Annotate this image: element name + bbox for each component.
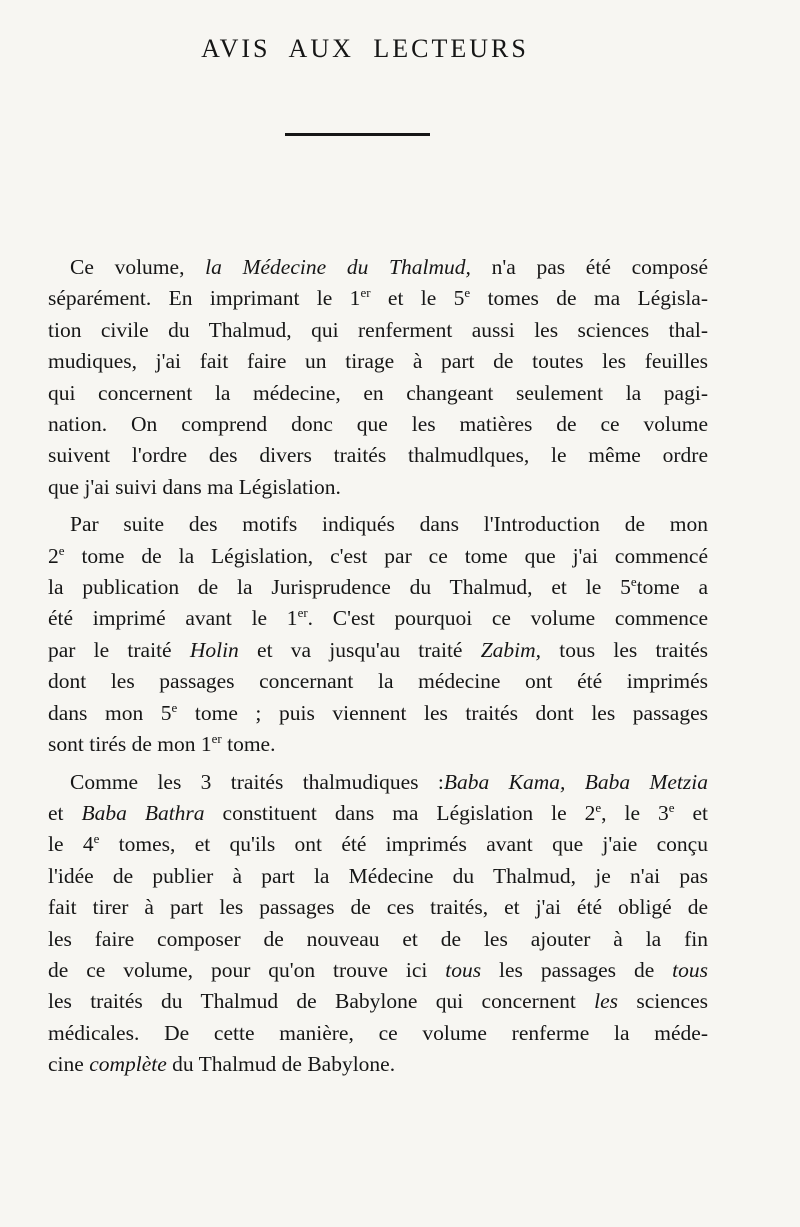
superscript: e [93,831,100,847]
text-segment: séparément. En imprimant le 1 [48,286,361,311]
text-segment: tomes de ma Législa- [470,286,708,311]
paragraph [48,767,708,1081]
text-segment: . C'est pourquoi ce volume commence [307,606,708,631]
italic-text: complète [89,1052,167,1077]
text-line [48,409,708,440]
paragraph [48,509,708,760]
text-segment: Ce volume, [70,255,206,279]
italic-text: les [594,989,619,1014]
text-line [48,440,708,471]
superscript: er [360,285,371,301]
text-segment: les passages de [481,957,673,982]
italic-text: Baba Kama, Baba Metzia [443,769,708,794]
text-line [48,283,708,314]
text-segment: n'a pas été composé [470,255,708,279]
page-title: AVIS AUX LECTEURS [201,34,529,63]
text-segment: dont les passages concernant la médecine ont été imprimés [48,669,708,694]
text-line [48,829,708,860]
text-segment: tome. [221,732,276,757]
text-line [48,892,708,923]
text-segment: tion civile du Thalmud, qui renferment aussi les sciences thal- [48,317,708,342]
superscript: e [58,542,65,558]
paragraph [48,252,708,503]
text-line [48,541,708,572]
text-segment: sont tirés de mon 1 [48,732,212,757]
text-line [48,767,708,798]
text-line [48,346,708,377]
text-line [48,861,708,892]
superscript: er [211,731,222,747]
superscript: e [464,285,471,301]
text-segment: la publication de la Jurisprudence du Thalmud, et le 5 [48,575,631,600]
italic-text: Holin [189,637,239,662]
text-segment: Par suite des motifs indiqués dans l'Introduction de mon [70,512,708,537]
text-segment: du Thalmud de Babylone. [166,1052,396,1077]
text-line [48,986,708,1017]
superscript: er [297,605,308,621]
text-segment: tome ; puis viennent les traités dont les passages [177,700,708,725]
superscript: e [630,574,637,590]
text-line [48,603,708,634]
superscript: e [595,799,602,815]
text-segment: été imprimé avant le 1 [48,606,298,631]
italic-text: tous [672,957,708,982]
title-rule [285,133,430,136]
text-line [48,698,708,729]
text-segment: et [674,800,708,825]
italic-text: Zabim, [480,637,542,662]
superscript: e [668,799,675,815]
superscript: e [171,699,178,715]
text-line [48,635,708,666]
text-segment: par le traité [48,637,190,662]
text-segment: nation. On comprend donc que les matières de ce volume [48,412,708,437]
text-segment: , le 3 [601,800,669,825]
text-segment: sciences [618,989,708,1014]
text-line [48,378,708,409]
text-segment: médicales. De cette manière, ce volume renferme la méde- [48,1020,708,1045]
text-line [48,1018,708,1049]
text-segment: et le 5 [370,286,465,311]
text-line [48,472,708,503]
text-line [48,572,708,603]
text-segment: fait tirer à part les passages de ces traités, et j'ai été obligé de [48,895,708,920]
italic-text: tous [445,957,482,982]
text-segment: que j'ai suivi dans ma Législation. [48,474,341,499]
text-segment: les traités du Thalmud de Babylone qui concernent [48,989,595,1014]
text-segment: constituent dans ma Législation le 2 [204,800,596,825]
text-line [48,252,708,283]
italic-text: la Médecine du Thalmud, [205,255,471,279]
body-text [48,252,708,1087]
text-line [48,509,708,540]
text-segment: et va jusqu'au traité [238,637,481,662]
text-segment: les faire composer de nouveau et de les ajouter à la fin [48,926,708,951]
text-segment: l'idée de publier à part la Médecine du Thalmud, je n'ai pas [48,863,708,888]
text-segment: tous les traités [541,637,708,662]
text-segment: suivent l'ordre des divers traités thalmudlques, le même ordre [48,443,708,468]
text-segment: Comme les 3 traités thalmudiques : [70,769,444,794]
text-segment: tome a [636,575,708,600]
text-segment: tome de la Législation, c'est par ce tome que j'ai commencé [64,543,708,568]
text-line [48,798,708,829]
text-line [48,666,708,697]
text-segment: tomes, et qu'ils ont été imprimés avant que j'aie conçu [99,832,708,857]
text-line [48,729,708,760]
text-segment: le 4 [48,832,94,857]
text-segment: mudiques, j'ai fait faire un tirage à part de toutes les feuilles [48,349,708,374]
text-segment: cine [48,1052,90,1077]
text-segment: qui concernent la médecine, en changeant seulement la pagi- [48,380,708,405]
text-line [48,1049,708,1080]
italic-text: Baba Bathra [81,800,205,825]
text-line [48,315,708,346]
text-line [48,955,708,986]
text-segment: de ce volume, pour qu'on trouve ici [48,957,446,982]
text-segment: et [48,800,82,825]
text-line [48,924,708,955]
text-segment: 2 [48,543,59,568]
text-segment: dans mon 5 [48,700,172,725]
